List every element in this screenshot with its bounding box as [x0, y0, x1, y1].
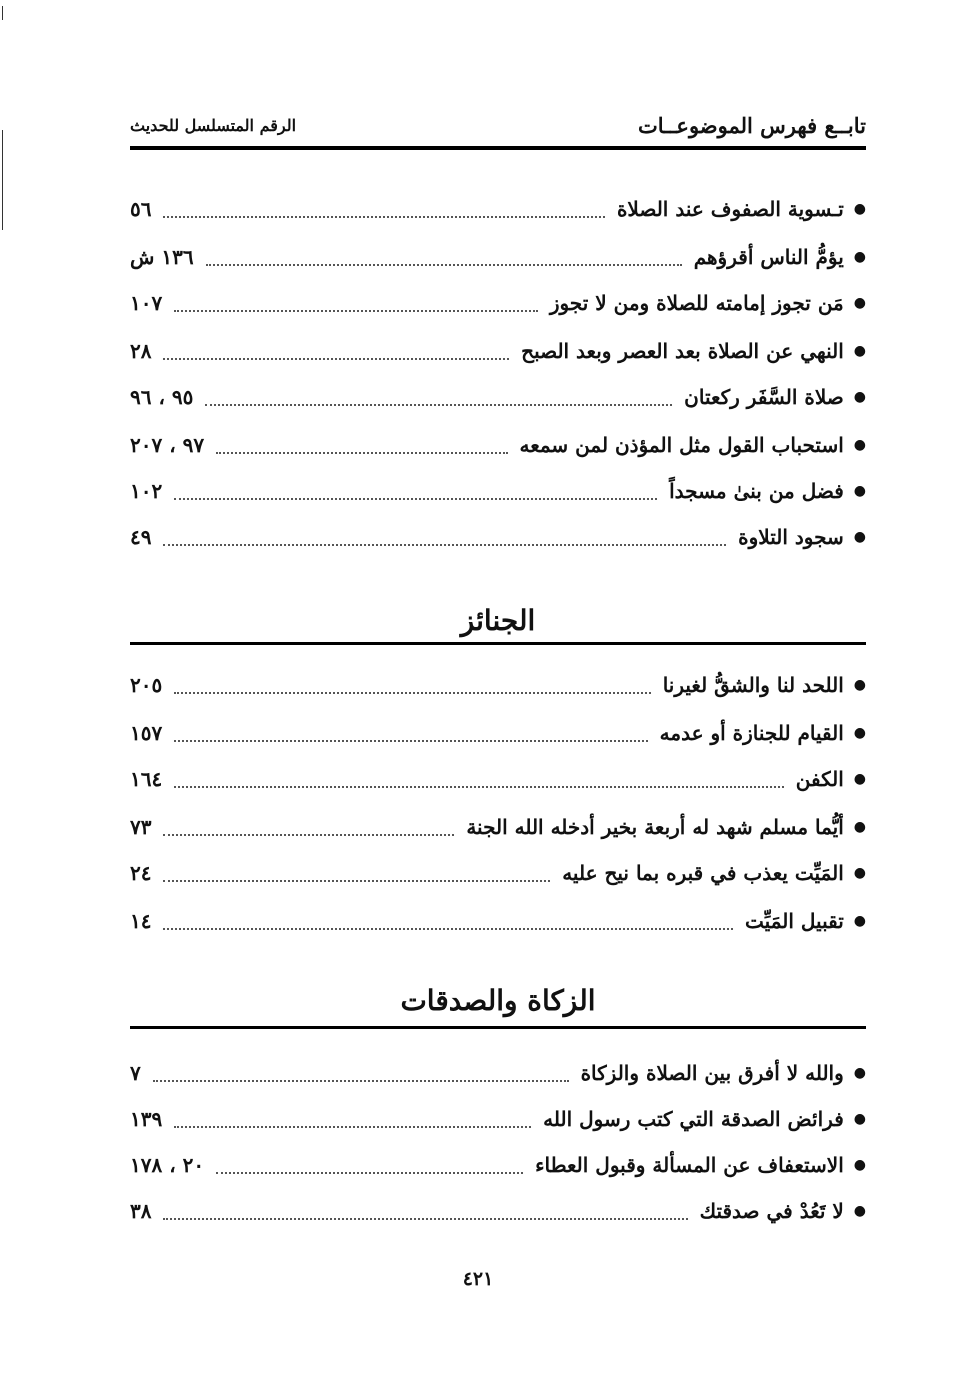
entry-text: أيُّما مسلم شهد له أربعة بخير أدخله الله الجنة	[466, 815, 844, 839]
index-entry	[130, 904, 866, 938]
section-rule	[130, 642, 866, 645]
leader-dots	[163, 880, 550, 882]
leader-dots	[216, 452, 507, 454]
bullet-icon: ●	[853, 865, 866, 881]
entry-text: صلاة السَّفَر ركعتان	[684, 385, 844, 409]
entry-number: ٧٣	[130, 815, 152, 839]
bullet-icon: ●	[853, 725, 866, 741]
bullet-icon: ●	[853, 819, 866, 835]
entry-text: فضل من بنىٰ مسجداً	[669, 479, 844, 503]
bullet-icon: ●	[853, 343, 866, 359]
bullet-icon: ●	[853, 295, 866, 311]
entry-number: ٢٤	[130, 861, 152, 885]
index-entry	[130, 1056, 866, 1090]
entry-number: ٤٩	[130, 525, 152, 549]
index-entry	[130, 762, 866, 796]
entry-text: تقبيل المَيِّت	[745, 909, 844, 933]
entry-text: القيام للجنازة أو عدمه	[659, 721, 844, 745]
leader-dots	[206, 264, 682, 266]
entry-text: تـسوية الصفوف عند الصلاة	[616, 197, 844, 221]
leader-dots	[174, 740, 647, 742]
index-entry	[130, 380, 866, 414]
entry-number: ٩٧ ، ٢٠٧	[130, 433, 205, 457]
leader-dots	[153, 1080, 569, 1082]
leader-dots	[163, 1218, 687, 1220]
bullet-icon: ●	[853, 483, 866, 499]
index-entry	[130, 716, 866, 750]
leader-dots	[174, 1126, 531, 1128]
entry-number: ٢٠٥	[130, 673, 163, 697]
section-rule	[130, 1026, 866, 1029]
leader-dots	[163, 358, 509, 360]
entry-number: ٣٨	[130, 1199, 152, 1223]
entry-text: الكفن	[795, 767, 844, 791]
bullet-icon: ●	[853, 1157, 866, 1173]
page-number: ٤٢١	[462, 1268, 494, 1290]
leader-dots	[205, 404, 672, 406]
leader-dots	[174, 310, 538, 312]
index-entry	[130, 520, 866, 554]
bullet-icon: ●	[853, 1065, 866, 1081]
entry-text: الاستعفاف عن المسألة وقبول العطاء	[535, 1153, 844, 1177]
header-title: تابــع فهرس الموضوعــات	[637, 112, 866, 138]
entry-text: مَن تجوز إمامته للصلاة ومن لا تجوز	[549, 291, 844, 315]
index-entry	[130, 1194, 866, 1228]
entry-number: ١٦٤	[130, 767, 163, 791]
entry-number: ١٣٩	[130, 1107, 163, 1131]
section-title: الجنائز	[460, 604, 536, 637]
bullet-icon: ●	[853, 201, 866, 217]
bullet-icon: ●	[853, 913, 866, 929]
index-entry	[130, 474, 866, 508]
entry-text: اللحد لنا والشقُّ لغيرنا	[662, 673, 844, 697]
entry-number: ١٠٧	[130, 291, 163, 315]
entry-number: ٩٥ ، ٩٦	[130, 385, 194, 409]
header-subtitle: الرقم المتسلسل للحديث	[130, 115, 297, 135]
entry-number: ١٠٢	[130, 479, 163, 503]
leader-dots	[163, 928, 733, 930]
entry-number: ١٣٦ ش	[130, 245, 194, 269]
leader-dots	[216, 1172, 523, 1174]
index-entry	[130, 240, 866, 274]
index-entry	[130, 668, 866, 702]
entry-text: استحباب القول مثل المؤذن لمن سمعه	[519, 433, 844, 457]
bullet-icon: ●	[853, 389, 866, 405]
scan-edge-mark	[2, 130, 3, 230]
leader-dots	[174, 498, 657, 500]
index-entry	[130, 856, 866, 890]
index-entry	[130, 1102, 866, 1136]
index-entry	[130, 428, 866, 462]
bullet-icon: ●	[853, 677, 866, 693]
header-rule	[130, 146, 866, 150]
entry-text: فرائض الصدقة التي كتب رسول الله	[543, 1107, 844, 1131]
entry-number: ٧	[130, 1061, 141, 1085]
leader-dots	[163, 216, 604, 218]
entry-text: لا تَعُدْ في صدقتك	[699, 1199, 844, 1223]
bullet-icon: ●	[853, 1111, 866, 1127]
entry-number: ٢٨	[130, 339, 152, 363]
index-entry	[130, 1148, 866, 1182]
entry-text: والله لا أفرق بين الصلاة والزكاة	[580, 1061, 844, 1085]
page-header	[130, 110, 866, 140]
bullet-icon: ●	[853, 1203, 866, 1219]
section-title: الزكاة والصدقات	[400, 984, 596, 1017]
bullet-icon: ●	[853, 437, 866, 453]
index-entry	[130, 810, 866, 844]
bullet-icon: ●	[853, 529, 866, 545]
leader-dots	[163, 834, 454, 836]
entry-number: ٢٠ ، ١٧٨	[130, 1153, 205, 1177]
index-entry	[130, 334, 866, 368]
entry-text: المَيِّت يعذب في قبره بما نيح عليه	[562, 861, 844, 885]
entry-text: النهي عن الصلاة بعد العصر وبعد الصبح	[521, 339, 844, 363]
index-entry	[130, 192, 866, 226]
leader-dots	[163, 544, 726, 546]
bullet-icon: ●	[853, 249, 866, 265]
entry-number: ١٥٧	[130, 721, 163, 745]
index-entry	[130, 286, 866, 320]
scan-edge-mark	[2, 6, 3, 20]
bullet-icon: ●	[853, 771, 866, 787]
leader-dots	[174, 786, 784, 788]
entry-text: يؤمُّ الناس أقرؤهم	[693, 245, 844, 269]
entry-text: سجود التلاوة	[738, 525, 844, 549]
entry-number: ٥٦	[130, 197, 152, 221]
leader-dots	[174, 692, 650, 694]
entry-number: ١٤	[130, 909, 152, 933]
